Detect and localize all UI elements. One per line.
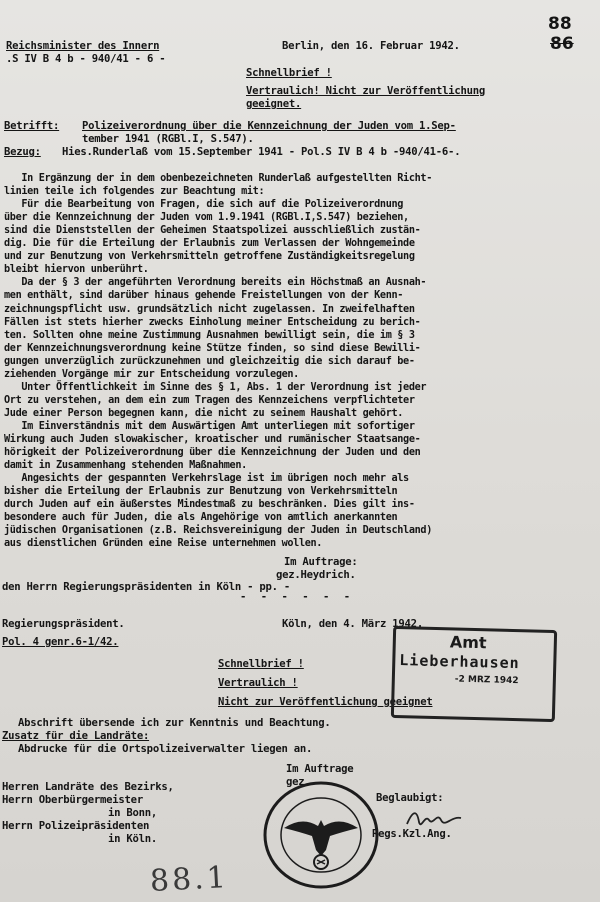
reference-number: .S IV B 4 b - 940/41 - 6 - xyxy=(6,53,166,65)
cologne-confidential: Vertraulich ! xyxy=(218,677,298,689)
subject-line-1: Polizeiverordnung über die Kennzeichnung der Juden vom 1.Sep- xyxy=(82,120,456,132)
cologne-not-publish: Nicht zur Veröffentlichung geeignet xyxy=(218,696,433,708)
body-line: ziehenden Vorgänge mir zur Entscheidung vorzulegen. xyxy=(4,368,299,380)
certified-label: Beglaubigt: xyxy=(376,792,444,804)
recipient-1: Herren Landräte des Bezirks, xyxy=(2,781,174,793)
addition-label: Zusatz für die Landräte: xyxy=(2,730,150,742)
official-seal-icon xyxy=(262,780,380,890)
cologne-place-date: Köln, den 4. März 1942. xyxy=(282,618,423,630)
body-line: besondere auch für Juden, die als Angehörige von amtlich anerkannten xyxy=(4,512,398,524)
separator: - - - - - - xyxy=(240,591,355,603)
addressee: den Herrn Regierungspräsidenten in Köln - pp. - xyxy=(2,581,291,593)
stamp-date: -2 MRZ 1942 xyxy=(454,674,519,687)
archive-page-number-old: 86 xyxy=(550,34,574,54)
addition-text: Abdrucke für die Ortspolizeiverwalter liegen an. xyxy=(18,743,313,755)
body-line: Jude einer Person begegnen kann, die nicht zu seinem Haushalt gehört. xyxy=(4,407,404,419)
recipient-5: in Köln. xyxy=(108,833,158,845)
subject-line-2: tember 1941 (RGBl.I, S.547). xyxy=(82,133,254,145)
signature-heydrich: gez.Heydrich. xyxy=(276,569,356,581)
body-line: hörigkeit der Polizeiverordnung über die Kennzeichnung der Juden und den xyxy=(4,447,421,459)
body-line: dig. Die für die Erteilung der Erlaubnis zum Verlassen der Wohngemeinde xyxy=(4,238,415,250)
recipient-3: in Bonn, xyxy=(108,807,158,819)
body-line: und zur Benutzung von Verkehrsmitteln getroffene Zuständigkeitsregelung xyxy=(4,251,415,263)
body-line: Wirkung auch Juden slowakischer, kroatischer und rumänischer Staatsange- xyxy=(4,434,421,445)
clerk-title: Regs.Kzl.Ang. xyxy=(372,828,452,840)
body-line: aus dienstlichen Gründen eine Reise unternehmen wollen. xyxy=(4,538,323,550)
body-line: damit in Zusammenhang stehenden Maßnahmen. xyxy=(4,460,247,472)
body-line: zeichnungspflicht usw. grundsätzlich nicht zugelassen. In zweifelhaften xyxy=(4,303,415,315)
on-behalf: Im Auftrage: xyxy=(284,556,358,568)
body-line: bisher die Erteilung der Erlaubnis zur Benutzung von Verkehrsmitteln xyxy=(4,486,398,498)
handwritten-note: 88.1 xyxy=(149,859,230,900)
sender: Reichsminister des Innern xyxy=(6,40,160,52)
place-date: Berlin, den 16. Februar 1942. xyxy=(282,40,460,52)
body-line: bleibt hiervon unberührt. xyxy=(4,264,149,276)
body-line: Da der § 3 der angeführten Verordnung bereits ein Höchstmaß an Ausnah- xyxy=(4,277,427,289)
cologne-on-behalf: Im Auftrage xyxy=(286,763,354,775)
confidential-notice-cont: geeignet. xyxy=(246,98,302,110)
body-line: Im Einverständnis mit dem Auswärtigen Amt unterliegen mit sofortiger xyxy=(4,420,415,432)
express-letter: Schnellbrief ! xyxy=(246,67,332,79)
body-line: Unter Öffentlichkeit im Sinne des § 1, Abs. 1 der Verordnung ist jeder xyxy=(4,381,427,393)
body-line: gungen unverzüglich zurückzunehmen und gleichzeitig die sich darauf be- xyxy=(4,355,415,367)
recipient-2: Herrn Oberbürgermeister xyxy=(2,794,143,806)
body-line: Fällen ist stets hierher zwecks Einholung meiner Entscheidung zu berich- xyxy=(4,316,421,328)
copy-note: Abschrift übersende ich zur Kenntnis und Beachtung. xyxy=(18,717,331,729)
body-line: sind die Dienststellen der Geheimen Staatspolizei ausschließlich zustän- xyxy=(4,225,421,237)
reference-label: Bezug: xyxy=(4,146,41,158)
body-line: In Ergänzung der in dem obenbezeichneten Runderlaß aufgestellten Richt- xyxy=(4,173,432,184)
body-line: Angesichts der gespannten Verkehrslage ist im übrigen noch mehr als xyxy=(4,473,409,485)
body-line: Für die Bearbeitung von Fragen, die sich auf die Polizeiverordnung xyxy=(4,199,404,211)
cologne-reference: Pol. 4 genr.6-1/42. xyxy=(2,636,119,648)
body-line: men enthält, sind darüber hinaus gehende Freistellungen von der Kenn- xyxy=(4,290,404,302)
stamp-line-2: Lieberhausen xyxy=(399,651,520,673)
body-line: jüdischen Organisationen (z.B. Reichsvereinigung der Juden in Deutschland) xyxy=(4,525,432,537)
cologne-gez: gez. xyxy=(286,776,311,788)
stamp-line-1: Amt xyxy=(449,632,487,653)
body-line: der Kennzeichnungsverordnung keine Stütze finden, so sind diese Bewilli- xyxy=(4,342,421,354)
body-line: über die Kennzeichnung der Juden vom 1.9.1941 (RGBl.I,S.547) beziehen, xyxy=(4,212,409,224)
body-line: Ort zu verstehen, an dem ein zum Tragen des Kennzeichens verpflichteter xyxy=(4,394,415,406)
reference-text: Hies.Runderlaß vom 15.September 1941 - Pol.S IV B 4 b -940/41-6-. xyxy=(62,146,461,158)
body-line: ten. Sollten ohne meine Zustimmung Ausnahmen bewilligt sein, die im § 3 xyxy=(4,329,415,341)
recipient-4: Herrn Polizeipräsidenten xyxy=(2,820,150,832)
office-stamp xyxy=(391,626,557,722)
body-line: linien teile ich folgendes zur Beachtung mit: xyxy=(4,186,265,198)
confidential-notice: Vertraulich! Nicht zur Veröffentlichung xyxy=(246,85,485,97)
body-line: durch Juden auf ein äußerstes Mindestmaß zu beschränken. Dies gilt ins- xyxy=(4,499,415,511)
archive-page-number: 88 xyxy=(548,14,572,34)
cologne-sender: Regierungspräsident. xyxy=(2,618,125,630)
subject-label: Betrifft: xyxy=(4,120,60,132)
cologne-express: Schnellbrief ! xyxy=(218,658,304,670)
handwritten-signature-icon xyxy=(405,808,465,830)
